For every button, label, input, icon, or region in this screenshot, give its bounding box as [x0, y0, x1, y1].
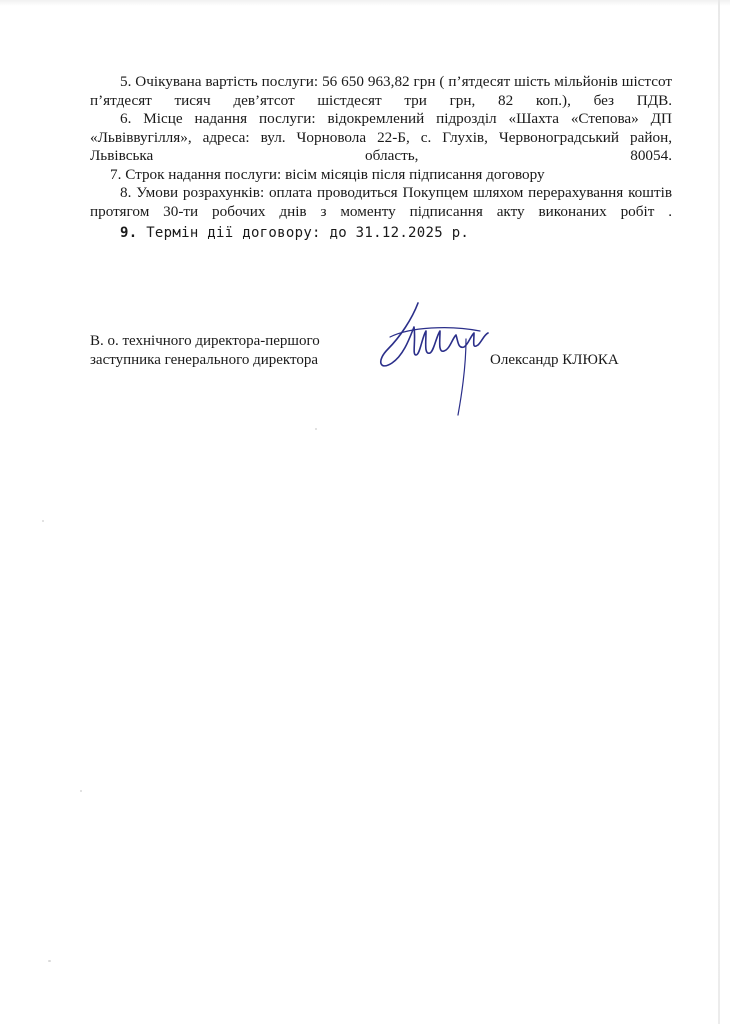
clause-9-number: 9.	[120, 225, 138, 241]
clause-9-contract-validity	[90, 224, 672, 243]
signature-block	[90, 332, 650, 422]
scan-edge-top	[0, 0, 730, 6]
scan-speck	[42, 520, 44, 522]
signatory-position	[90, 332, 390, 370]
scan-speck	[315, 428, 317, 430]
signatory-name: Олександр КЛЮКА	[490, 352, 619, 368]
clause-8-payment-terms: 8. Умови розрахунків: оплата проводиться Покупцем шляхом перерахування коштів протягом 30-ти робочих днів з моменту підписання акту виконаних робіт .	[90, 184, 672, 220]
signatory-position-line-1: В. о. технічного директора-першого	[90, 333, 320, 349]
clause-9-text: Термін дії договору: до 31.12.2025 р.	[137, 225, 470, 241]
clause-7-service-term: 7. Строк надання послуги: вісім місяців після підписання договору	[110, 165, 545, 183]
signatory-position-line-2: заступника генерального директора	[90, 352, 319, 368]
document-body	[90, 73, 672, 243]
clause-5-expected-cost: 5. Очікувана вартість послуги: 56 650 963,82 грн ( п’ятдесят шість мільйонів шістсот п’ятдесят тисяч дев’ятсот шістдесят три грн, 82 коп.), без ПДВ.	[90, 73, 672, 109]
handwritten-signature	[370, 297, 500, 417]
scan-speck	[80, 790, 82, 792]
clause-6-service-location: 6. Місце надання послуги: відокремлений підрозділ «Шахта «Степова» ДП «Львіввугілля», адреса: вул. Чорновола 22-Б, с. Глухів, Червоноградський район, Львівська область, 80054.	[90, 110, 672, 164]
scan-speck	[48, 960, 51, 962]
scan-edge-right	[718, 0, 720, 1024]
